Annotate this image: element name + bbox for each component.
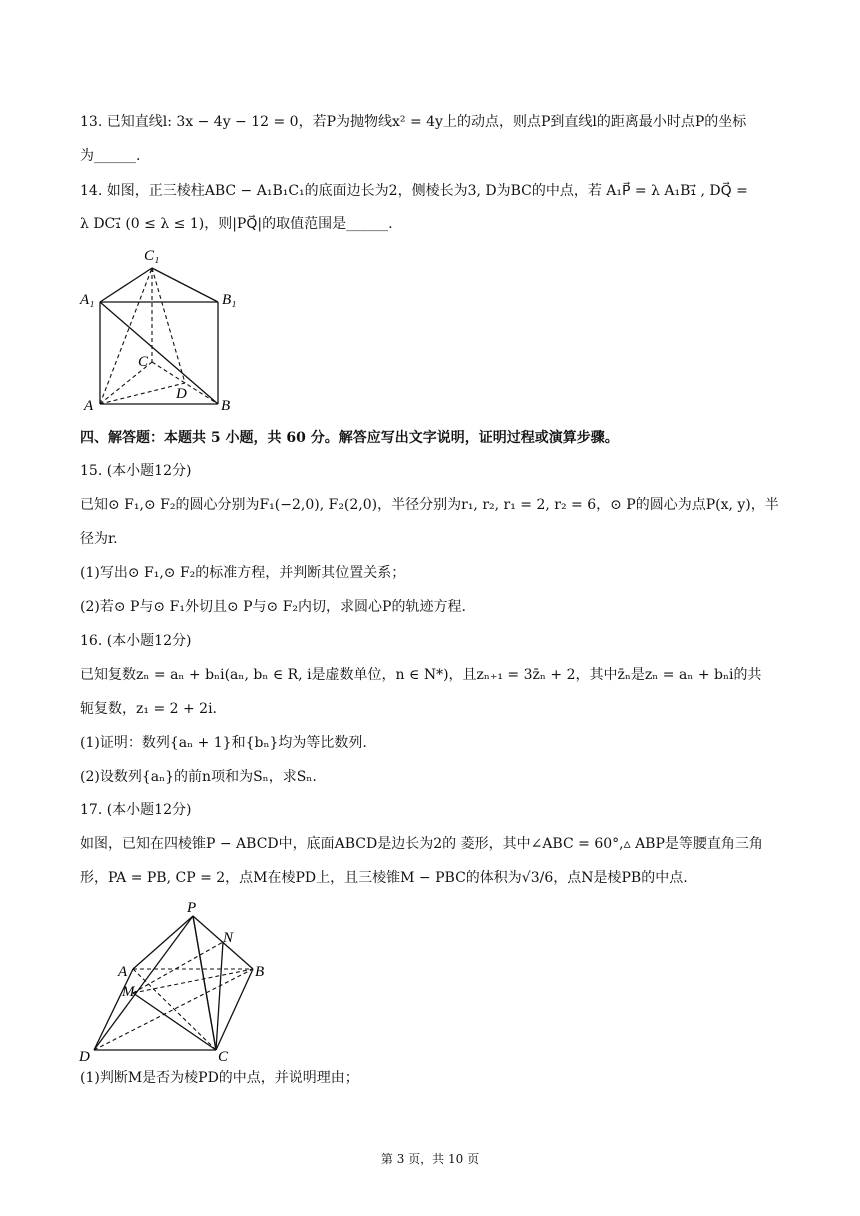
q14-line1: 14. 如图，正三棱柱ABC − A₁B₁C₁的底面边长为2，侧棱长为3, D为BC的中点，若 A₁P⃗ = λ A₁B₁⃗ , DQ⃗ = bbox=[80, 183, 748, 199]
q16-line2: 轭复数，z₁ = 2 + 2i. bbox=[80, 701, 217, 717]
q17-line2: 形，PA = PB, CP = 2，点M在棱PD上，且三棱锥M − PBC的体积为√3/6，点N是棱PB的中点. bbox=[80, 870, 688, 886]
label-n: N bbox=[223, 930, 234, 946]
section-4-heading: 四、解答题：本题共 5 小题，共 60 分。解答应写出文字说明，证明过程或演算步骤。 bbox=[80, 430, 619, 446]
q15-part1: (1)写出⊙ F₁,⊙ F₂的标准方程，并判断其位置关系； bbox=[80, 565, 406, 581]
q15-line2: 径为r. bbox=[80, 531, 118, 547]
label-b1: B₁ bbox=[222, 292, 237, 308]
label-a1: A₁ bbox=[80, 292, 95, 308]
q15-line1: 已知⊙ F₁,⊙ F₂的圆心分别为F₁(−2,0), F₂(2,0)，半径分别为r₁, r₂, r₁ = 2, r₂ = 6，⊙ P的圆心为点P(x, y)，半 bbox=[80, 497, 779, 513]
label-c1: C₁ bbox=[144, 248, 160, 264]
q14-line2: λ DC₁⃗ (0 ≤ λ ≤ 1)，则|PQ⃗|的取值范围是______. bbox=[80, 216, 393, 232]
q17-header: 17. (本小题12分) bbox=[80, 802, 192, 818]
q16-header: 16. (本小题12分) bbox=[80, 633, 192, 649]
q13-line1: 13. 已知直线l: 3x − 4y − 12 = 0，若P为抛物线x² = 4y上的动点，则点P到直线l的距离最小时点P的坐标 bbox=[80, 114, 747, 130]
page-footer: 第 3 页，共 10 页 bbox=[380, 1152, 480, 1166]
q15-header: 15. (本小题12分) bbox=[80, 463, 192, 479]
label-d: D bbox=[79, 1049, 90, 1065]
label-b: B bbox=[255, 964, 265, 980]
label-a: A bbox=[84, 398, 94, 414]
q15-part2: (2)若⊙ P与⊙ F₁外切且⊙ P与⊙ F₂内切，求圆心P的轨迹方程. bbox=[80, 599, 466, 615]
q16-part2: (2)设数列{aₙ}的前n项和为Sₙ，求Sₙ. bbox=[80, 769, 317, 785]
q16-part1: (1)证明：数列{aₙ + 1}和{bₙ}均为等比数列. bbox=[80, 735, 367, 751]
q16-line1: 已知复数zₙ = aₙ + bₙi(aₙ, bₙ ∈ R, i是虚数单位，n ∈ N*)，且zₙ₊₁ = 3z̄ₙ + 2，其中z̄ₙ是zₙ = aₙ + bₙi的共 bbox=[80, 667, 762, 683]
label-c: C bbox=[218, 1049, 229, 1065]
label-c: C bbox=[138, 354, 149, 370]
label-d: D bbox=[176, 386, 187, 402]
q17-line1: 如图，已知在四棱锥P − ABCD中，底面ABCD是边长为2的 菱形，其中∠ABC = 60°,▵ ABP是等腰直角三角 bbox=[80, 836, 763, 852]
pyramid-figure bbox=[76, 898, 276, 1068]
label-p: P bbox=[187, 900, 197, 916]
label-b: B bbox=[221, 398, 231, 414]
label-a: A bbox=[118, 964, 128, 980]
prism-figure bbox=[78, 242, 248, 417]
q17-part1: (1)判断M是否为棱PD的中点，并说明理由； bbox=[80, 1070, 359, 1086]
q13-line2: 为______. bbox=[80, 148, 141, 164]
label-m: M bbox=[122, 984, 135, 1000]
